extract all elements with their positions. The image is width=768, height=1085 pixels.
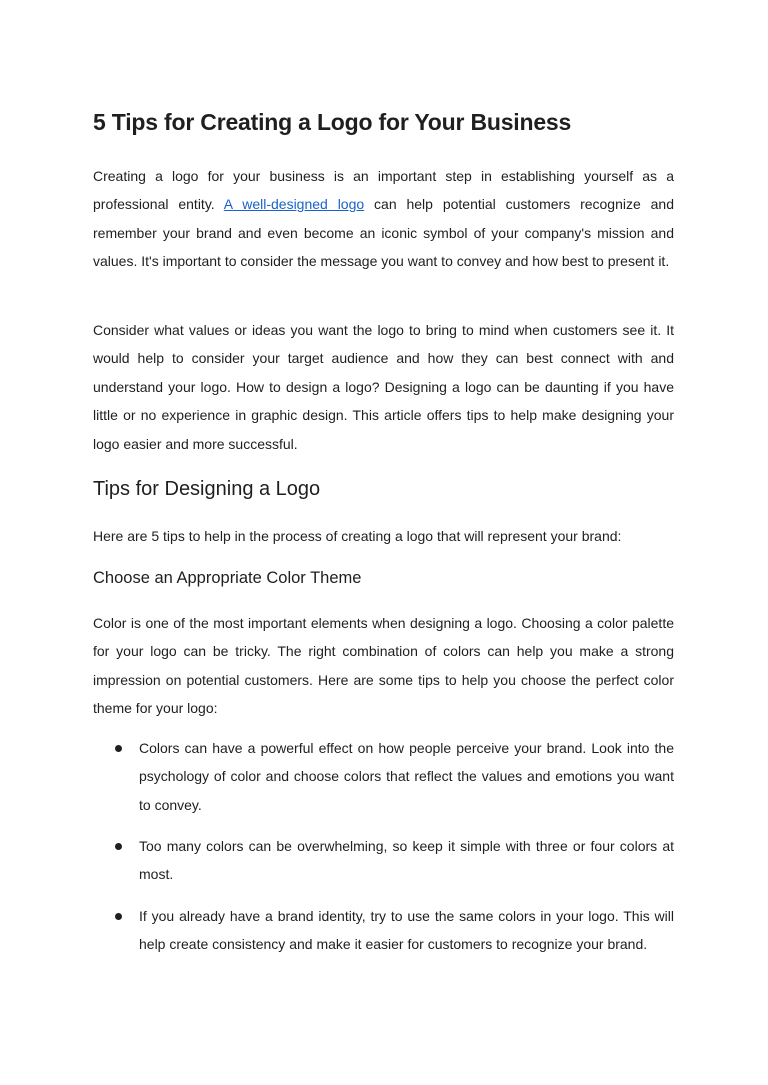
subsection-heading: Choose an Appropriate Color Theme [93,569,362,587]
color-paragraph: Color is one of the most important elements when designing a logo. Choosing a color palette for your logo can be tricky. The right combination of colors can help you make a strong impression on potential customers. Here are some tips to help you choose the perfect color theme for your logo: [93,615,674,717]
bullet-icon [115,843,122,850]
intro-text-end: can help potential customers recognize and remember your brand and even become an iconic symbol of your company's mission and values. It's important to consider the message you want to convey and how best to present it. [93,196,675,270]
consider-paragraph: Consider what values or ideas you want the logo to bring to mind when customers see it. It would help to consider your target audience and how they can best connect with and understand your logo. How to design a logo? Designing a logo can be daunting if you have little or no experience in graphic design. This article offers tips to help make designing your logo easier and more successful. [93,322,674,452]
list-item-text: Too many colors can be overwhelming, so keep it simple with three or four colors at most. [139,838,674,883]
list-item-text: If you already have a brand identity, try to use the same colors in your logo. This will help create consistency and make it easier for customers to recognize your brand. [139,908,674,953]
well-designed-logo-link[interactable]: A well-designed logo [223,196,365,213]
intro-paragraph [93,162,674,276]
section-heading: Tips for Designing a Logo [93,478,321,500]
document-title: 5 Tips for Creating a Logo for Your Business [93,109,572,135]
bullet-icon [115,913,122,920]
bullet-icon [115,745,122,752]
section-intro: Here are 5 tips to help in the process of creating a logo that will represent your brand: [93,528,622,544]
intro-text-start: Creating a logo for your business is an important step in establishing yourself as a professional entity. [93,168,674,213]
list-item-text: Colors can have a powerful effect on how people perceive your brand. Look into the psychology of color and choose colors that reflect the values and emotions you want to convey. [139,740,674,813]
